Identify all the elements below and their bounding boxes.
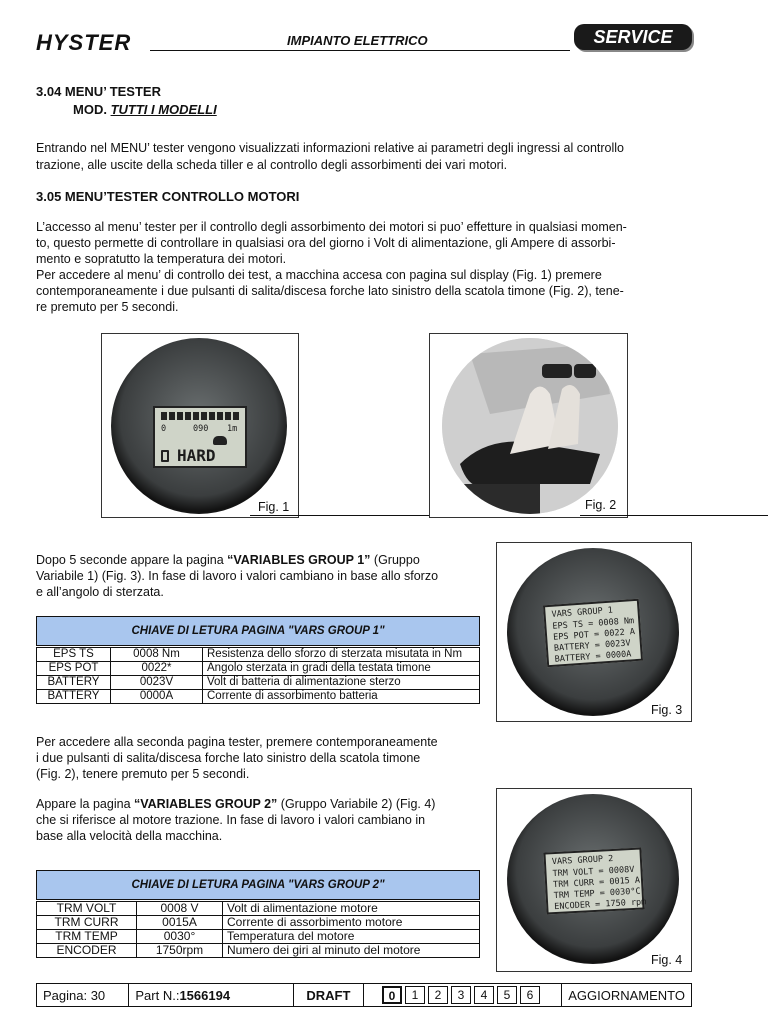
group1-line-2: Variabile 1) (Fig. 3). In fase di lavoro i valori cambiano in base allo sforzo — [36, 569, 439, 583]
cell-description: Volt di alimentazione motore — [223, 902, 480, 916]
vars-group-1-table-title: CHIAVE DI LETURA PAGINA "VARS GROUP 1" — [36, 616, 480, 646]
figure-4 — [496, 788, 692, 972]
tiller-photo — [430, 334, 627, 517]
revision-box: 1 — [405, 986, 425, 1004]
fig4-caption: Fig. 4 — [651, 953, 683, 967]
table-row — [37, 930, 480, 944]
lcd-line: VARS GROUP 1 — [551, 605, 614, 620]
cell-key: EPS POT — [37, 662, 111, 676]
cell-description: Corrente di assorbimento batteria — [203, 690, 480, 704]
header-rule — [150, 50, 570, 51]
lcd-line: EPS POT = 0022 A — [552, 627, 636, 643]
group2-line-a3: (Fig. 2), tenere premuto per 5 secondi. — [36, 767, 250, 781]
lcd-line: ENCODER = 1750 rpm — [554, 897, 647, 913]
cell-value: 0030° — [137, 930, 223, 944]
lcd-line: TRM CURR = 0015 A — [552, 875, 641, 891]
battery-bar-icon — [161, 412, 241, 420]
revision-box: 3 — [451, 986, 471, 1004]
cell-key: EPS TS — [37, 648, 111, 662]
fig2-caption: Fig. 2 — [585, 498, 617, 512]
revision-box: 0 — [382, 986, 402, 1004]
cell-description: Volt di batteria di alimentazione sterzo — [203, 676, 480, 690]
cell-value: 0015A — [137, 916, 223, 930]
group2-line-a2: i due pulsanti di salita/discesa forche lato sinistro della scatola timone — [36, 751, 421, 765]
s305-line-3: mento e sopratutto la temperatura dei motori. — [36, 252, 287, 266]
lcd-screen — [153, 406, 247, 468]
figure-1 — [101, 333, 299, 518]
vars-group-2-table — [36, 901, 480, 958]
lcd-line: TRM TEMP = 0030°C — [553, 886, 641, 902]
page-footer — [36, 983, 692, 1007]
part-value: 1566194 — [179, 987, 231, 1003]
service-badge: SERVICE — [574, 24, 692, 50]
models-link: TUTTI I MODELLI — [110, 102, 217, 117]
intro-line-1: Entrando nel MENU’ tester vengono visualizzati informazioni relative ai parametri degli ingressi al controllo — [36, 141, 625, 155]
group2-line-b1 — [36, 796, 435, 813]
cell-description: Angolo sterzata in gradi della testata timone — [203, 662, 480, 676]
section-title: IMPIANTO ELETTRICO — [287, 33, 428, 48]
group1-post: (Gruppo — [370, 553, 420, 567]
group2-bold: “VARIABLES GROUP 2” — [134, 797, 278, 811]
cell-value: 0023V — [111, 676, 203, 690]
s305-line-4: Per accedere al menu’ di controllo dei test, a macchina accesa con pagina sul display (Fig. 1) premere — [36, 268, 602, 282]
cell-value: 0000A — [111, 690, 203, 704]
lcd-scale-mid: 090 — [193, 424, 209, 434]
cell-key: ENCODER — [37, 944, 137, 958]
vars-group-2-gauge-photo — [507, 794, 679, 964]
table-row — [37, 944, 480, 958]
cell-key: TRM CURR — [37, 916, 137, 930]
models-prefix: MOD. — [73, 102, 111, 117]
cell-value: 0008 Nm — [111, 648, 203, 662]
table-row — [37, 648, 480, 662]
group2-pre: Appare la pagina — [36, 797, 134, 811]
s305-line-6: re premuto per 5 secondi. — [36, 300, 179, 314]
cell-key: TRM VOLT — [37, 902, 137, 916]
lcd-line: BATTERY = 0023V — [553, 638, 631, 654]
s305-line-1: L’accesso al menu’ tester per il controllo degli assorbimento dei motori si puo’ effetture in qualsiasi momen- — [36, 220, 627, 234]
group2-line-b3: base alla velocità della macchina. — [36, 829, 223, 843]
heading-3-04-models — [73, 102, 217, 117]
s305-line-2: to, questo permette di controllare in qualsiasi ora del giorno i Volt di alimentazione, gli Ampere di assorbi- — [36, 236, 616, 250]
part-number — [129, 984, 294, 1006]
table-row — [37, 662, 480, 676]
lcd-line: TRM VOLT = 0008V — [552, 864, 635, 880]
update-label: AGGIORNAMENTO — [568, 987, 685, 1003]
revision-box: 5 — [497, 986, 517, 1004]
table-row — [37, 690, 480, 704]
fig1-rule — [250, 515, 436, 516]
page-number: Pagina: 30 — [37, 984, 129, 1006]
revision-box: 2 — [428, 986, 448, 1004]
group1-pre: Dopo 5 seconde appare la pagina — [36, 553, 228, 567]
group2-post: (Gruppo Variabile 2) (Fig. 4) — [277, 797, 436, 811]
cell-description: Numero dei giri al minuto del motore — [223, 944, 480, 958]
figure-3 — [496, 542, 692, 722]
cell-description: Resistenza dello sforzo di sterzata misutata in Nm — [203, 648, 480, 662]
cell-key: BATTERY — [37, 690, 111, 704]
cell-description: Temperatura del motore — [223, 930, 480, 944]
vars-group-2-table-title: CHIAVE DI LETURA PAGINA "VARS GROUP 2" — [36, 870, 480, 900]
intro-line-2: trazione, alle uscite della scheda tiller e al controllo degli assorbimenti dei vari motori. — [36, 158, 508, 172]
heading-3-05: 3.05 MENU’TESTER CONTROLLO MOTORI — [36, 189, 300, 204]
cell-value: 0008 V — [137, 902, 223, 916]
display-gauge-photo — [111, 338, 290, 514]
lcd-line: EPS TS = 0008 Nm — [552, 616, 635, 632]
fig2-rule — [580, 515, 768, 516]
lcd-line: BATTERY = 0000A — [554, 649, 632, 665]
draft-status: DRAFT — [294, 984, 364, 1006]
figure-2 — [429, 333, 628, 518]
hourglass-icon — [161, 450, 169, 462]
turtle-icon — [213, 436, 227, 445]
revision-box: 4 — [474, 986, 494, 1004]
lcd-mode-text: HARD — [177, 446, 216, 465]
vars-group-2-lcd — [543, 847, 647, 914]
vars-group-1-gauge-photo — [507, 548, 679, 716]
lcd-line: VARS GROUP 2 — [551, 853, 614, 868]
cell-description: Corrente di assorbimento motore — [223, 916, 480, 930]
cell-key: TRM TEMP — [37, 930, 137, 944]
lcd-scale-right: 1m — [227, 424, 238, 434]
group1-line-1 — [36, 552, 420, 569]
vars-group-1-lcd — [543, 599, 643, 668]
fig1-caption: Fig. 1 — [258, 500, 290, 514]
group1-line-3: e all’angolo di sterzata. — [36, 585, 164, 599]
group2-line-b2: che si riferisce al motore trazione. In fase di lavoro i valori cambiano in — [36, 813, 426, 827]
cell-key: BATTERY — [37, 676, 111, 690]
vars-group-1-table — [36, 647, 480, 704]
part-label: Part N.: — [135, 987, 180, 1003]
cell-value: 0022* — [111, 662, 203, 676]
fig3-caption: Fig. 3 — [651, 703, 683, 717]
group2-line-a1: Per accedere alla seconda pagina tester, premere contemporaneamente — [36, 735, 438, 749]
table-row — [37, 676, 480, 690]
s305-line-5: contemporaneamente i due pulsanti di salita/discesa forche lato sinistro della scatola timone (Fig. 2), tene- — [36, 284, 624, 298]
hyster-logo: HYSTER — [36, 30, 132, 55]
cell-value: 1750rpm — [137, 944, 223, 958]
lcd-scale-left: 0 — [161, 424, 167, 434]
table-row — [37, 902, 480, 916]
heading-3-04: 3.04 MENU’ TESTER — [36, 84, 161, 99]
revision-boxes — [364, 984, 563, 1006]
table-row — [37, 916, 480, 930]
revision-box: 6 — [520, 986, 540, 1004]
group1-bold: “VARIABLES GROUP 1” — [227, 553, 371, 567]
